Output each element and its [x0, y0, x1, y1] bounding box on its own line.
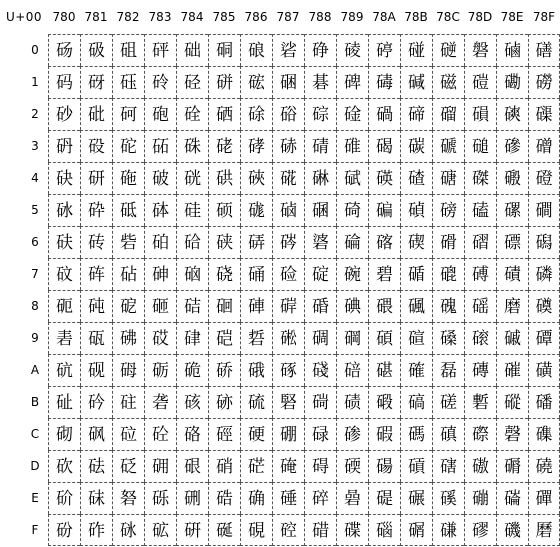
glyph-cell: 碉 — [304, 322, 336, 354]
glyph-cell: 碁 — [304, 66, 336, 98]
glyph-cell: 磆 — [432, 226, 464, 258]
glyph-cell: 硘 — [208, 290, 240, 322]
glyph-cell: 硎 — [176, 482, 208, 514]
glyph-cell: 硫 — [240, 386, 272, 418]
glyph-cell: 硱 — [272, 66, 304, 98]
row-header: 0 — [31, 43, 39, 57]
glyph-cell: 硕 — [208, 194, 240, 226]
glyph-cell: 磍 — [432, 450, 464, 482]
glyph-cell: 碀 — [304, 34, 336, 66]
glyph-cell: 碭 — [368, 450, 400, 482]
glyph-cell: 碪 — [368, 354, 400, 386]
glyph-cell: 磊 — [432, 354, 464, 386]
glyph-cell: 碃 — [304, 130, 336, 162]
glyph-cell: 砪 — [112, 354, 144, 386]
glyph-cell: 磷 — [528, 258, 560, 290]
glyph-cell: 砯 — [112, 514, 144, 546]
glyph-cell: 砽 — [144, 450, 176, 482]
glyph-cell: 硶 — [272, 226, 304, 258]
glyph-cell: 磦 — [496, 226, 528, 258]
glyph-cell: 砰 — [144, 34, 176, 66]
glyph-cell: 碤 — [368, 162, 400, 194]
glyph-cell: 碫 — [368, 386, 400, 418]
column-header: 78A — [372, 10, 396, 24]
glyph-cell: 砦 — [112, 226, 144, 258]
glyph-cell: 碠 — [368, 34, 400, 66]
glyph-cell: 硓 — [208, 130, 240, 162]
glyph-cell: 碧 — [368, 258, 400, 290]
glyph-cell: 碯 — [368, 514, 400, 546]
column-header: 782 — [116, 10, 140, 24]
glyph-cell: 砿 — [144, 514, 176, 546]
glyph-cell: 磞 — [464, 482, 496, 514]
glyph-cell: 砳 — [144, 130, 176, 162]
row-header: B — [30, 395, 40, 409]
glyph-cell: 磘 — [464, 290, 496, 322]
glyph-cell: 碹 — [400, 322, 432, 354]
glyph-cell: 碮 — [368, 482, 400, 514]
glyph-cell: 磟 — [464, 514, 496, 546]
glyph-cell: 硪 — [240, 354, 272, 386]
glyph-cell: 磱 — [528, 66, 560, 98]
row-header: C — [30, 427, 40, 441]
row-header: 5 — [31, 203, 39, 217]
glyph-cell: 硝 — [208, 450, 240, 482]
glyph-cell: 硊 — [176, 354, 208, 386]
glyph-cell: 磃 — [432, 130, 464, 162]
glyph-cell: 磼 — [528, 418, 560, 450]
glyph-cell: 硵 — [272, 194, 304, 226]
glyph-cell: 硣 — [240, 130, 272, 162]
glyph-cell: 磰 — [528, 34, 560, 66]
row-header: A — [30, 363, 40, 377]
glyph-cell: 碶 — [400, 226, 432, 258]
glyph-cell: 砠 — [112, 34, 144, 66]
glyph-cell: 砒 — [80, 98, 112, 130]
glyph-cell: 砹 — [144, 322, 176, 354]
glyph-cell: 碜 — [336, 418, 368, 450]
glyph-cell: 磇 — [432, 258, 464, 290]
glyph-cell: 硳 — [272, 130, 304, 162]
glyph-cell: 硔 — [208, 162, 240, 194]
glyph-cell: 磶 — [528, 226, 560, 258]
glyph-cell: 砝 — [80, 450, 112, 482]
column-header: 784 — [180, 10, 204, 24]
glyph-cell: 磀 — [432, 34, 464, 66]
glyph-cell: 碽 — [400, 450, 432, 482]
glyph-cell: 硾 — [272, 482, 304, 514]
glyph-cell: 硢 — [240, 98, 272, 130]
column-header: 78C — [436, 10, 460, 24]
glyph-cell: 碬 — [368, 418, 400, 450]
glyph-cell: 碙 — [336, 322, 368, 354]
glyph-cell: 硻 — [272, 386, 304, 418]
glyph-cell: 硟 — [208, 514, 240, 546]
glyph-cell: 磏 — [432, 514, 464, 546]
glyph-cell: 确 — [240, 482, 272, 514]
glyph-cell: 碩 — [368, 322, 400, 354]
glyph-cell: 碕 — [336, 194, 368, 226]
glyph-cell: 碨 — [368, 290, 400, 322]
glyph-cell: 砐 — [80, 34, 112, 66]
glyph-cell: 碘 — [336, 290, 368, 322]
glyph-cell: 硴 — [272, 162, 304, 194]
glyph-cell: 砓 — [80, 130, 112, 162]
glyph-cell: 碡 — [368, 66, 400, 98]
glyph-cell: 磻 — [528, 386, 560, 418]
glyph-cell: 硤 — [240, 162, 272, 194]
glyph-cell: 碚 — [336, 354, 368, 386]
glyph-cell: 碌 — [304, 418, 336, 450]
glyph-cell: 硰 — [272, 34, 304, 66]
glyph-cell: 磌 — [432, 418, 464, 450]
glyph-cell: 碎 — [304, 482, 336, 514]
glyph-cell: 磳 — [528, 130, 560, 162]
glyph-cell: 砮 — [112, 482, 144, 514]
glyph-cell: 碲 — [400, 98, 432, 130]
glyph-cell: 磬 — [496, 418, 528, 450]
glyph-cell: 碈 — [304, 290, 336, 322]
glyph-cell: 碸 — [400, 290, 432, 322]
glyph-cell: 碿 — [400, 514, 432, 546]
glyph-cell: 磮 — [496, 482, 528, 514]
glyph-cell: 磙 — [464, 322, 496, 354]
glyph-cell: 硚 — [208, 354, 240, 386]
glyph-cell: 碄 — [304, 162, 336, 194]
glyph-cell: 硐 — [208, 34, 240, 66]
glyph-cell: 磐 — [464, 34, 496, 66]
glyph-cell: 砕 — [80, 194, 112, 226]
glyph-cell: 碇 — [304, 258, 336, 290]
glyph-cell: 磋 — [432, 386, 464, 418]
glyph-cell: 硑 — [208, 66, 240, 98]
glyph-cell: 碍 — [304, 450, 336, 482]
glyph-cell: 砤 — [112, 162, 144, 194]
glyph-cell: 砫 — [112, 386, 144, 418]
glyph-cell: 磁 — [432, 66, 464, 98]
glyph-cell: 硛 — [208, 386, 240, 418]
glyph-cell: 碞 — [336, 482, 368, 514]
glyph-cell: 碵 — [400, 194, 432, 226]
glyph-cell: 磠 — [496, 34, 528, 66]
glyph-cell: 硬 — [240, 418, 272, 450]
glyph-cell: 硷 — [272, 258, 304, 290]
glyph-cell: 碊 — [304, 354, 336, 386]
glyph-cell: 砆 — [48, 226, 80, 258]
glyph-cell: 础 — [176, 34, 208, 66]
glyph-cell: 砜 — [80, 418, 112, 450]
glyph-cell: 砣 — [112, 130, 144, 162]
glyph-cell: 磭 — [496, 450, 528, 482]
glyph-cell: 碟 — [336, 514, 368, 546]
glyph-cell: 硦 — [240, 226, 272, 258]
glyph-cell: 碰 — [400, 34, 432, 66]
glyph-cell: 磺 — [528, 354, 560, 386]
glyph-cell: 硽 — [272, 450, 304, 482]
glyph-cell: 砋 — [48, 386, 80, 418]
glyph-cell: 砊 — [48, 354, 80, 386]
glyph-cell: 砻 — [144, 386, 176, 418]
glyph-cell: 硠 — [240, 34, 272, 66]
glyph-cell: 碓 — [336, 130, 368, 162]
glyph-cell: 磅 — [432, 194, 464, 226]
glyph-cell: 硼 — [272, 418, 304, 450]
glyph-cell: 砅 — [48, 194, 80, 226]
glyph-cell: 碂 — [304, 98, 336, 130]
glyph-cell: 砵 — [144, 194, 176, 226]
glyph-cell: 碱 — [400, 66, 432, 98]
glyph-cell: 確 — [400, 354, 432, 386]
row-header: F — [31, 523, 39, 537]
glyph-cell: 碖 — [336, 226, 368, 258]
glyph-cell: 碏 — [304, 514, 336, 546]
glyph-cell: 磎 — [432, 482, 464, 514]
glyph-cell: 磒 — [464, 98, 496, 130]
column-header: 780 — [52, 10, 76, 24]
glyph-cell: 砉 — [48, 322, 80, 354]
glyph-cell: 碒 — [336, 98, 368, 130]
column-header: 78D — [467, 10, 493, 24]
glyph-cell: 砚 — [80, 354, 112, 386]
glyph-cell: 磤 — [496, 162, 528, 194]
row-header: 8 — [31, 299, 39, 313]
glyph-cell: 硩 — [240, 322, 272, 354]
row-header: 9 — [31, 331, 39, 345]
glyph-cell: 硨 — [240, 290, 272, 322]
glyph-cell: 碣 — [368, 130, 400, 162]
glyph-cell: 砨 — [112, 290, 144, 322]
glyph-cell: 硜 — [208, 418, 240, 450]
glyph-cell: 碢 — [368, 98, 400, 130]
glyph-cell: 硥 — [240, 194, 272, 226]
glyph-cell: 碐 — [336, 34, 368, 66]
glyph-cell: 硸 — [272, 290, 304, 322]
glyph-cell: 砥 — [112, 194, 144, 226]
glyph-cell: 硉 — [176, 322, 208, 354]
column-header: 786 — [244, 10, 268, 24]
glyph-cell: 砗 — [80, 258, 112, 290]
glyph-cell: 硲 — [272, 98, 304, 130]
glyph-cell: 磂 — [432, 98, 464, 130]
glyph-cell: 砃 — [48, 130, 80, 162]
glyph-cell: 砺 — [144, 354, 176, 386]
glyph-cell: 磚 — [464, 354, 496, 386]
column-header: 785 — [212, 10, 236, 24]
row-header: 1 — [31, 75, 39, 89]
row-header: 2 — [31, 107, 39, 121]
glyph-cell: 碾 — [400, 482, 432, 514]
glyph-cell: 碻 — [400, 386, 432, 418]
glyph-cell: 碋 — [304, 386, 336, 418]
glyph-cell: 磕 — [464, 194, 496, 226]
column-header: 789 — [340, 10, 364, 24]
glyph-cell: 磢 — [496, 98, 528, 130]
glyph-cell: 硋 — [176, 386, 208, 418]
glyph-cell: 砛 — [80, 386, 112, 418]
glyph-cell: 硃 — [176, 130, 208, 162]
glyph-cell: 硇 — [176, 258, 208, 290]
glyph-cell: 碅 — [304, 194, 336, 226]
glyph-cell: 砞 — [80, 482, 112, 514]
glyph-cell: 磡 — [496, 66, 528, 98]
glyph-cell: 磜 — [464, 418, 496, 450]
row-header: 3 — [31, 139, 39, 153]
glyph-cell: 磈 — [432, 290, 464, 322]
glyph-cell: 磴 — [528, 162, 560, 194]
glyph-cell: 磉 — [432, 322, 464, 354]
glyph-cell: 砬 — [112, 418, 144, 450]
glyph-cell: 硒 — [208, 98, 240, 130]
glyph-cell: 碔 — [336, 162, 368, 194]
glyph-cell: 硏 — [176, 514, 208, 546]
glyph-cell: 磑 — [464, 66, 496, 98]
glyph-cell: 硍 — [176, 450, 208, 482]
glyph-cell: 码 — [48, 66, 80, 98]
row-header: E — [31, 491, 39, 505]
glyph-cell: 碗 — [336, 258, 368, 290]
row-header: D — [30, 459, 40, 473]
glyph-cell: 砙 — [80, 322, 112, 354]
glyph-cell: 碴 — [400, 162, 432, 194]
glyph-cell: 硡 — [240, 66, 272, 98]
column-header: 788 — [308, 10, 332, 24]
glyph-cell: 硧 — [240, 258, 272, 290]
glyph-cell: 磾 — [528, 482, 560, 514]
glyph-cell: 磗 — [464, 258, 496, 290]
glyph-cell: 硖 — [208, 226, 240, 258]
glyph-cell: 碳 — [400, 130, 432, 162]
glyph-cell: 硺 — [272, 354, 304, 386]
glyph-cell: 磩 — [496, 322, 528, 354]
glyph-cell: 硞 — [208, 482, 240, 514]
glyph-cell: 砏 — [48, 514, 80, 546]
glyph-cell: 砶 — [144, 226, 176, 258]
glyph-cell: 破 — [144, 162, 176, 194]
glyph-cell: 碆 — [304, 226, 336, 258]
glyph-cell: 砎 — [48, 482, 80, 514]
glyph-cell: 砖 — [80, 226, 112, 258]
glyph-cell: 砸 — [144, 290, 176, 322]
glyph-cell: 磓 — [464, 130, 496, 162]
glyph-cell: 磲 — [528, 98, 560, 130]
glyph-cell: 磥 — [496, 194, 528, 226]
glyph-cell: 磽 — [528, 450, 560, 482]
glyph-cell: 硗 — [208, 258, 240, 290]
glyph-cell: 砾 — [144, 482, 176, 514]
glyph-cell: 磪 — [496, 354, 528, 386]
glyph-cell: 磛 — [464, 386, 496, 418]
glyph-cell: 砂 — [48, 98, 80, 130]
glyph-cell: 砈 — [48, 290, 80, 322]
row-header: 7 — [31, 267, 39, 281]
glyph-cell: 碥 — [368, 194, 400, 226]
glyph-cell: 磸 — [528, 290, 560, 322]
glyph-cell: 硄 — [176, 162, 208, 194]
column-header: 787 — [276, 10, 300, 24]
glyph-cell: 磯 — [496, 514, 528, 546]
glyph-cell: 硌 — [176, 418, 208, 450]
row-header: 6 — [31, 235, 39, 249]
glyph-cell: 砢 — [112, 98, 144, 130]
glyph-cell: 硅 — [176, 194, 208, 226]
glyph-cell: 砟 — [80, 514, 112, 546]
glyph-cell: 磿 — [528, 514, 560, 546]
glyph-cell: 砇 — [48, 258, 80, 290]
glyph-cell: 碝 — [336, 450, 368, 482]
glyph-cell: 硿 — [272, 514, 304, 546]
glyph-cell: 磝 — [464, 450, 496, 482]
glyph-cell: 碛 — [336, 386, 368, 418]
glyph-cell: 硯 — [240, 514, 272, 546]
glyph-cell: 砌 — [48, 418, 80, 450]
glyph-cell: 砱 — [144, 66, 176, 98]
glyph-cell: 研 — [80, 162, 112, 194]
glyph-cell: 硂 — [176, 98, 208, 130]
glyph-cell: 碦 — [368, 226, 400, 258]
glyph-cell: 硭 — [240, 450, 272, 482]
glyph-cell: 磫 — [496, 386, 528, 418]
glyph-cell: 砧 — [112, 258, 144, 290]
row-header: 4 — [31, 171, 39, 185]
glyph-cell: 磧 — [496, 258, 528, 290]
glyph-cell: 砩 — [112, 322, 144, 354]
glyph-cell: 硁 — [176, 66, 208, 98]
corner-label: U+00 — [5, 10, 43, 24]
glyph-cell: 碑 — [336, 66, 368, 98]
glyph-cell: 砄 — [48, 162, 80, 194]
glyph-cell: 砍 — [48, 450, 80, 482]
glyph-cell: 磔 — [464, 162, 496, 194]
glyph-cell: 砲 — [144, 98, 176, 130]
column-header: 78B — [404, 10, 428, 24]
glyph-cell: 砷 — [144, 258, 176, 290]
glyph-cell: 磖 — [464, 226, 496, 258]
glyph-cell: 硈 — [176, 290, 208, 322]
column-header: 783 — [148, 10, 172, 24]
glyph-cell: 磹 — [528, 322, 560, 354]
glyph-cell: 碷 — [400, 258, 432, 290]
glyph-cell: 硙 — [208, 322, 240, 354]
column-header: 78E — [500, 10, 524, 24]
glyph-cell: 砘 — [80, 290, 112, 322]
glyph-cell: 磄 — [432, 162, 464, 194]
glyph-cell: 硆 — [176, 226, 208, 258]
glyph-cell: 磨 — [496, 290, 528, 322]
glyph-cell: 砑 — [80, 66, 112, 98]
glyph-cell: 砀 — [48, 34, 80, 66]
glyph-cell: 砡 — [112, 66, 144, 98]
glyph-cell: 硹 — [272, 322, 304, 354]
glyph-cell: 碼 — [400, 418, 432, 450]
glyph-cell: 磣 — [496, 130, 528, 162]
glyph-grid — [48, 34, 558, 544]
column-header: 78F — [532, 10, 556, 24]
glyph-cell: 砭 — [112, 450, 144, 482]
glyph-cell: 磵 — [528, 194, 560, 226]
column-header: 781 — [84, 10, 108, 24]
glyph-cell: 砼 — [144, 418, 176, 450]
